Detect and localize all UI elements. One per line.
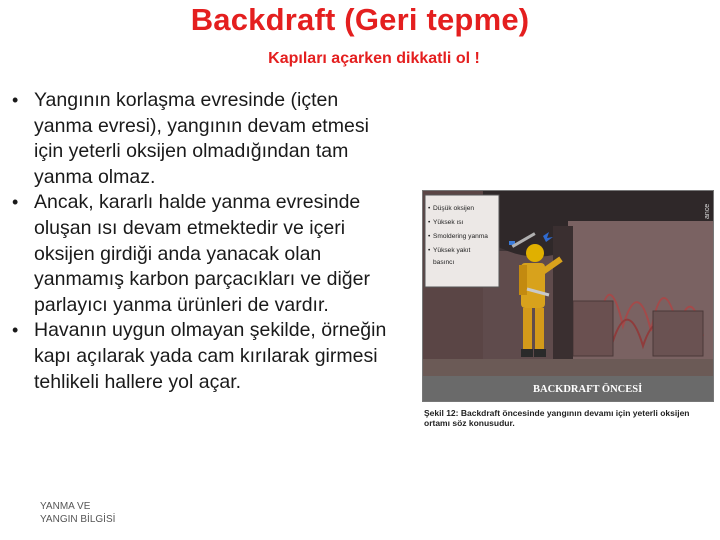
cabinet-shape — [573, 301, 613, 356]
bullet-item — [12, 318, 402, 395]
bullet-text: Ancak, kararlı halde yanma evresinde oluşan ısı devam etmektedir ve içeri oksijen girdiği anda yanacak olan yanmamış karbon parçacıkları ve diğer parlayıcı yanma ürünleri de vardır. — [34, 191, 370, 316]
bullet-list — [12, 88, 402, 395]
boot-left — [521, 349, 533, 357]
bullet-item — [12, 88, 402, 190]
bullet-dot-icon: • — [12, 192, 19, 213]
bullet-item — [12, 190, 402, 318]
legend-bullet-icon: • — [428, 205, 431, 212]
legend-bullet-icon: • — [428, 233, 431, 240]
legend-bullet-icon: • — [428, 219, 431, 226]
legend-item: basıncı — [433, 259, 455, 266]
helmet-shape — [526, 244, 544, 262]
leg-left — [523, 308, 532, 350]
door-frame — [553, 226, 573, 366]
footer-label — [40, 500, 115, 526]
page-title: Backdraft (Geri tepme) — [190, 2, 530, 37]
legend-item: Yüksek ısı — [433, 219, 464, 226]
banner-text: BACKDRAFT ÖNCESİ — [533, 384, 643, 395]
page-subtitle: Kapıları açarken dikkatli ol ! — [268, 50, 480, 67]
figure-caption: Şekil 12: Backdraft öncesinde yangının devamı için yeterli oksijen ortamı söz konusudur. — [424, 408, 690, 428]
tank-shape — [519, 265, 527, 295]
bullet-dot-icon: • — [12, 90, 19, 110]
boot-right — [534, 349, 546, 357]
side-mark: ance — [704, 203, 711, 219]
backdraft-illustration — [422, 190, 714, 402]
bullet-text: Havanın uygun olmayan şekilde, örneğin kapı açılarak yada cam kırılarak girmesi tehlikeli hallere yol açar. — [34, 319, 387, 393]
illustration-svg — [423, 191, 714, 402]
footer-line: YANMA VE — [40, 501, 91, 512]
bullet-text: Yangının korlaşma evresinde (içten yanma evresi), yangının devam etmesi için yeterli oksijen olmadığından tam yanma olmaz. — [34, 89, 369, 188]
bullet-dot-icon: • — [12, 320, 19, 341]
legend-item: Smoldering yanma — [433, 233, 488, 240]
legend-item: Yüksek yakıt — [433, 247, 471, 254]
legend-item: Düşük oksijen — [433, 205, 475, 212]
leg-right — [535, 308, 544, 350]
footer-line: YANGIN BİLGİSİ — [40, 514, 116, 525]
table-shape — [653, 311, 703, 356]
legend-bullet-icon: • — [428, 247, 431, 254]
